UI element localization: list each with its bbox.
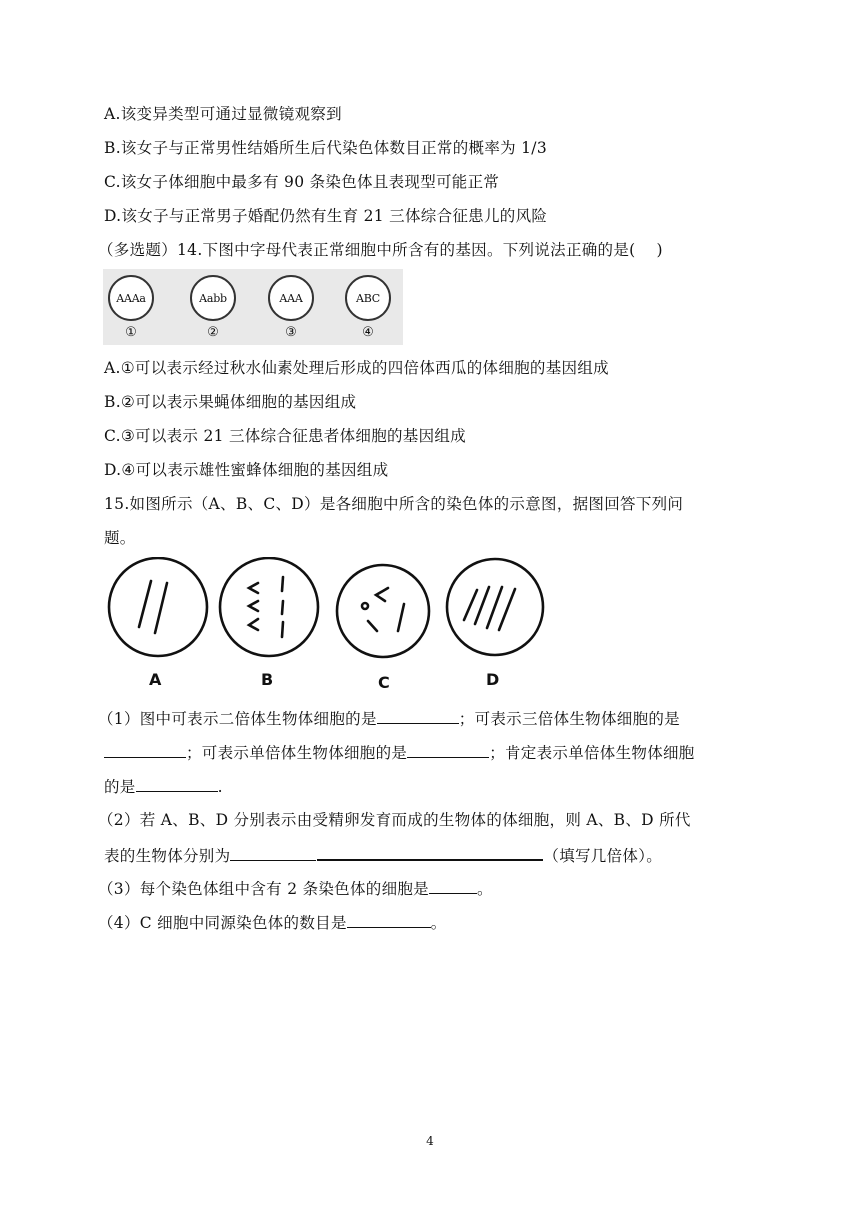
q15-sub2-text: （填写几倍体）。 — [543, 847, 663, 865]
answer-blank[interactable] — [104, 741, 186, 758]
cell-d-chromosome — [487, 587, 502, 628]
q15-sub1-text: 的是 — [104, 778, 136, 796]
q14-option-a: A.①可以表示经过秋水仙素处理后形成的四倍体西瓜的体细胞的基因组成 — [104, 359, 609, 377]
q15-stem-line1: 15.如图所示（A、B、C、D）是各细胞中所含的染色体的示意图，据图回答下列问 — [104, 495, 684, 513]
cell-label-d: D — [486, 670, 500, 689]
q15-sub1-text: ；可表示单倍体生物体细胞的是 — [186, 744, 408, 762]
q15-sub3 — [98, 877, 493, 900]
q15-sub1-text: ；可表示三倍体生物体细胞的是 — [458, 710, 680, 728]
q13-option-a: A.该变异类型可通过显微镜观察到 — [104, 105, 342, 123]
q15-sub4 — [98, 911, 447, 934]
gene-cell-1-number: ① — [125, 325, 137, 340]
cell-b-chromosome — [282, 622, 283, 637]
cell-b-outline — [220, 558, 318, 656]
q14-option-b: B.②可以表示果蝇体细胞的基因组成 — [104, 393, 357, 411]
q15-stem-line2: 题。 — [104, 529, 136, 547]
q14-option-c: C.③可以表示 21 三体综合征患者体细胞的基因组成 — [104, 427, 467, 445]
cell-a-chromosome — [155, 583, 167, 633]
q14-gene-figure — [103, 269, 403, 345]
q14-stem: （多选题）14.下图中字母代表正常细胞中所含有的基因。下列说法正确的是( ) — [98, 241, 663, 259]
q14-option-d: D.④可以表示雄性蜜蜂体细胞的基因组成 — [104, 461, 389, 479]
cell-b-chromosome — [282, 601, 283, 614]
q15-sub1-text: （1）图中可表示二倍体生物体细胞的是 — [98, 710, 377, 728]
answer-blank[interactable] — [407, 741, 489, 758]
q15-sub2-line1: （2）若 A、B、D 分别表示由受精卵发育而成的生物体的体细胞，则 A、B、D 所代 — [98, 811, 691, 829]
answer-blank[interactable] — [429, 877, 477, 894]
answer-blank[interactable] — [136, 775, 218, 792]
cell-b-chromosome — [249, 601, 258, 611]
cell-a-chromosome — [139, 581, 151, 627]
cell-c-chromosome — [398, 604, 404, 631]
cell-c-chromosome — [376, 588, 388, 601]
q15-sub1-line3 — [104, 775, 223, 798]
q15-sub3-text: 。 — [476, 880, 493, 898]
gene-cell-1: AAAa — [108, 275, 154, 321]
answer-blank[interactable] — [230, 844, 316, 861]
cell-label-a: A — [149, 670, 162, 689]
cell-b-chromosome — [249, 583, 258, 593]
gene-cell-3-number: ③ — [285, 325, 297, 340]
q15-sub3-text: （3）每个染色体组中含有 2 条染色体的细胞是 — [98, 880, 429, 898]
cell-d-chromosome — [499, 589, 515, 630]
q15-sub1-text: ；肯定表示单倍体生物体细胞 — [489, 744, 695, 762]
gene-cell-3: AAA — [268, 275, 314, 321]
q15-sub1-line1 — [98, 707, 680, 730]
q15-sub4-text: 。 — [430, 914, 447, 932]
q13-option-b: B.该女子与正常男性结婚所生后代染色体数目正常的概率为 1/3 — [104, 139, 547, 157]
q13-option-d: D.该女子与正常男子婚配仍然有生育 21 三体综合征患儿的风险 — [104, 207, 548, 225]
gene-cell-4: ABC — [345, 275, 391, 321]
gene-cell-2-number: ② — [207, 325, 219, 340]
cell-label-b: B — [261, 670, 274, 689]
cell-b-chromosome — [282, 577, 283, 591]
cell-label-c: C — [378, 673, 390, 692]
page-number: 4 — [426, 1134, 434, 1148]
answer-blank[interactable] — [347, 911, 431, 928]
gene-cell-4-number: ④ — [362, 325, 374, 340]
cell-d-chromosome — [464, 590, 477, 620]
q15-sub2-text: 表的生物体分别为 — [104, 847, 231, 865]
q13-option-c: C.该女子体细胞中最多有 90 条染色体且表现型可能正常 — [104, 173, 500, 191]
q15-sub1-text: . — [217, 778, 223, 796]
cell-c-chromosome — [368, 621, 377, 631]
gene-cell-2: Aabb — [190, 275, 236, 321]
answer-blank[interactable] — [377, 707, 459, 724]
cell-c-outline — [337, 565, 429, 657]
q15-sub4-text: （4）C 细胞中同源染色体的数目是 — [98, 914, 347, 932]
answer-blank[interactable] — [317, 843, 543, 861]
cell-a-outline — [109, 558, 207, 656]
cell-c-chromosome — [362, 603, 368, 609]
q15-sub2-line2 — [104, 843, 662, 867]
cell-b-chromosome — [249, 619, 258, 630]
q15-sub1-line2 — [104, 741, 695, 764]
